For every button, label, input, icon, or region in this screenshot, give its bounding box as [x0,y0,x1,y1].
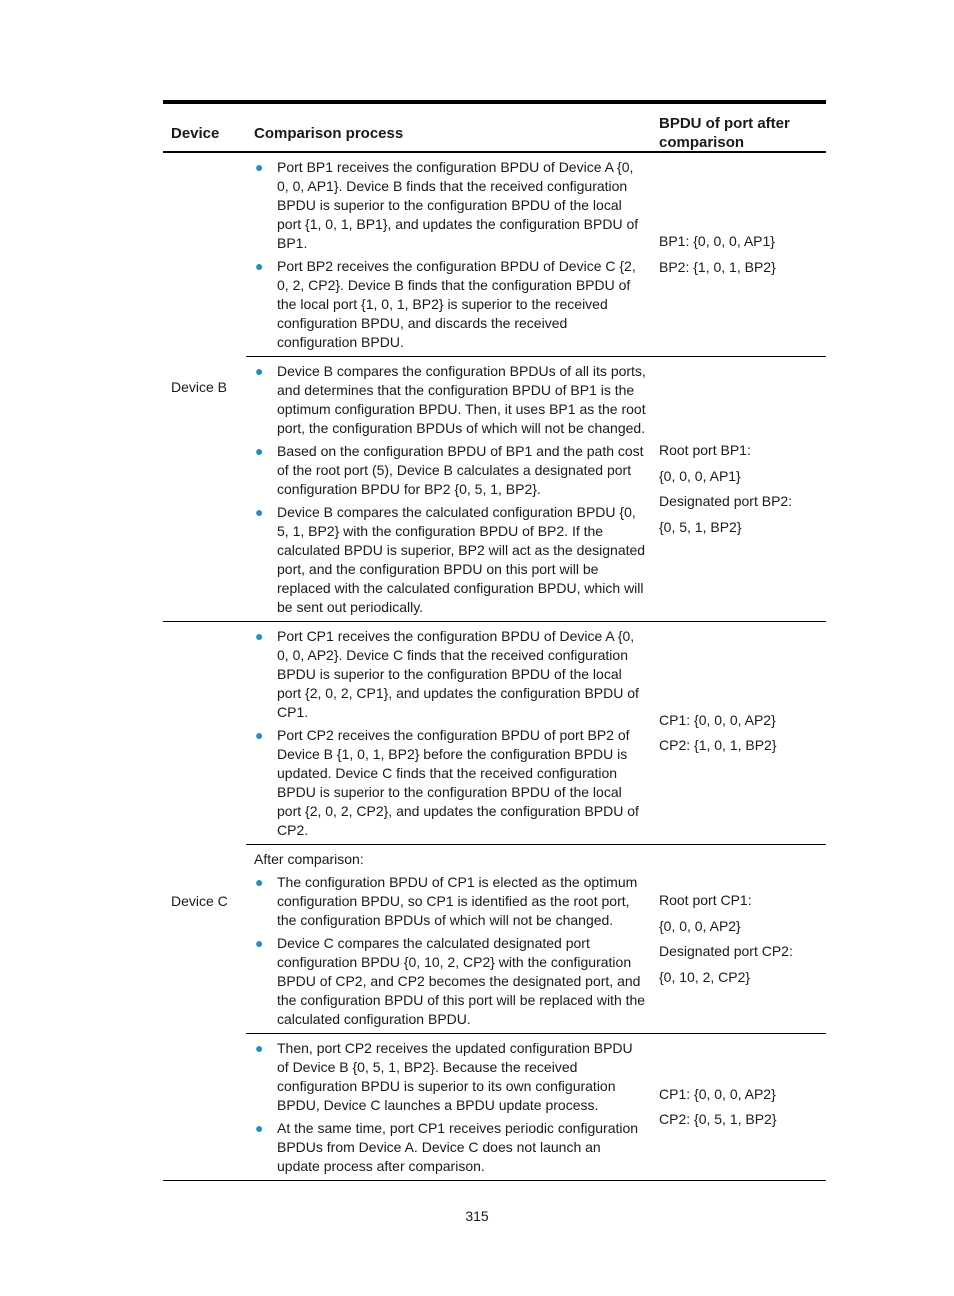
bpdu-result-line: CP1: {0, 0, 0, AP2} [659,711,776,728]
list-item [254,1119,647,1176]
comparison-process-cell [246,153,651,356]
process-intro: After comparison: [254,851,364,867]
bpdu-result-line: {0, 0, 0, AP1} [659,467,741,484]
bullet-icon: ● [255,935,264,951]
bpdu-comparison-table [163,100,826,1181]
list-item [254,627,647,722]
process-bullet-list [254,873,647,1029]
list-item [254,158,647,253]
bpdu-result-line: CP1: {0, 0, 0, AP2} [659,1085,776,1102]
bpdu-result-line: {0, 10, 2, CP2} [659,968,751,985]
list-item [254,362,647,438]
list-item [254,503,647,617]
bullet-icon: ● [255,628,264,644]
bpdu-result-line: Designated port CP2: [659,943,793,959]
comparison-process-cell [246,357,651,621]
bpdu-result-line: Root port BP1: [659,442,751,458]
bullet-text: The configuration BPDU of CP1 is elected as the optimum configuration BPDU, so CP1 is identified as the root port, the configuration BPDUs of which will not be changed. [277,874,638,928]
bullet-icon: ● [255,443,264,459]
table-row [246,844,826,1033]
device-name: Device C [171,893,228,909]
bullet-icon: ● [255,504,264,520]
list-item [254,1039,647,1115]
bullet-text: Device B compares the calculated configuration BPDU {0, 5, 1, BP2} with the configuration BPDU of BP2. If the calculated BPDU is superior, BP2 will act as the designated port, and the configuration BPDU on this port will be replaced with the calculated configuration BPDU, which will be sent out periodically. [277,504,646,615]
bullet-icon: ● [255,1120,264,1136]
bpdu-result-cell [651,622,826,844]
bullet-text: Port BP2 receives the configuration BPDU of Device C {2, 0, 2, CP2}. Device B finds that the configuration BPDU of the local port {1, 0, 1, BP2} is superior to the received configuration BPDU, and discards the received configuration BPDU. [277,258,636,350]
bullet-text: Port CP1 receives the configuration BPDU of Device A {0, 0, 0, AP2}. Device C finds that the received configuration BPDU is superior to the configuration BPDU of the local port {2, 0, 2, CP1}, and updates the configuration BPDU of CP1. [277,628,639,720]
list-item [254,257,647,352]
header-device: Device [171,125,220,142]
device-name: Device B [171,379,228,395]
bullet-icon: ● [255,258,264,274]
bpdu-result-line: BP1: {0, 0, 0, AP1} [659,233,775,249]
bpdu-result-cell [651,357,826,621]
bpdu-result-cell [651,153,826,356]
device-subrows [246,622,826,1180]
device-subrows [246,153,826,621]
bullet-icon: ● [255,727,264,743]
table-row [246,1033,826,1180]
bpdu-result-line: {0, 5, 1, BP2} [659,518,742,535]
bpdu-result-line: BP2: {1, 0, 1, BP2} [659,258,776,275]
table-row [246,622,826,844]
device-group [163,622,826,1181]
header-comparison-process: Comparison process [254,125,404,142]
process-bullet-list [254,362,647,617]
process-bullet-list [254,158,647,352]
bullet-text: Port BP1 receives the configuration BPDU of Device A {0, 0, 0, AP1}. Device B finds that the received configuration BPDU is superior to the configuration BPDU of the local port {1, 0, 1, BP1}, and updates the configuration BPDU of BP1. [277,159,639,251]
bpdu-result-line: CP2: {1, 0, 1, BP2} [659,737,777,753]
bpdu-result-cell [651,1034,826,1180]
list-item [254,726,647,840]
comparison-process-cell [246,845,651,1033]
comparison-process-cell [246,622,651,844]
bpdu-result-line: Designated port BP2: [659,493,793,509]
bullet-text: At the same time, port CP1 receives periodic configuration BPDUs from Device A. Device C does not launch an update process after comparison. [277,1120,639,1174]
bpdu-result-line: {0, 0, 0, AP2} [659,917,741,934]
process-bullet-list [254,1039,647,1176]
bullet-text: Then, port CP2 receives the updated configuration BPDU of Device B {0, 5, 1, BP2}. Because the received configuration BPDU is superior to its own configuration BPDU, Device C launches a BPDU update process. [277,1040,633,1113]
list-item [254,442,647,499]
table-row [246,356,826,621]
bullet-icon: ● [255,363,264,379]
table-header-row [163,104,826,153]
header-bpdu-after: BPDU of port after comparison [659,115,790,151]
table-body [163,153,826,1181]
bullet-text: Based on the configuration BPDU of BP1 and the path cost of the root port (5), Device B calculates a designated port configuration BPDU for BP2 {0, 5, 1, BP2}. [277,443,644,497]
bullet-text: Port CP2 receives the configuration BPDU of port BP2 of Device B {1, 0, 1, BP2} before the configuration BPDU is updated. Device C finds that the received configuration BPDU is superior to the configuration BPDU of the local port {2, 0, 2, CP2}, and updates the configuration BPDU of CP2. [277,727,639,838]
list-item [254,934,647,1029]
bpdu-result-line: CP2: {0, 5, 1, BP2} [659,1111,777,1127]
list-item [254,873,647,930]
bpdu-result-cell [651,845,826,1033]
bullet-text: Device B compares the configuration BPDUs of all its ports, and determines that the configuration BPDU of BP1 is the optimum configuration BPDU. Then, it uses BP1 as the root port, the configuration BPDUs of which will not be changed. [277,363,646,436]
bullet-icon: ● [255,874,264,890]
bullet-text: Device C compares the calculated designated port configuration BPDU {0, 10, 2, CP2} with the configuration BPDU of CP2, and CP2 becomes the designated port, and the configuration BPDU of this port will be replaced with the calculated configuration BPDU. [277,935,646,1027]
bpdu-result-line: Root port CP1: [659,892,752,908]
comparison-process-cell [246,1034,651,1180]
bullet-icon: ● [255,1040,264,1056]
device-group [163,153,826,622]
process-bullet-list [254,627,647,840]
page-number: 315 [465,1208,489,1224]
table-row [246,153,826,356]
bullet-icon: ● [255,159,264,175]
